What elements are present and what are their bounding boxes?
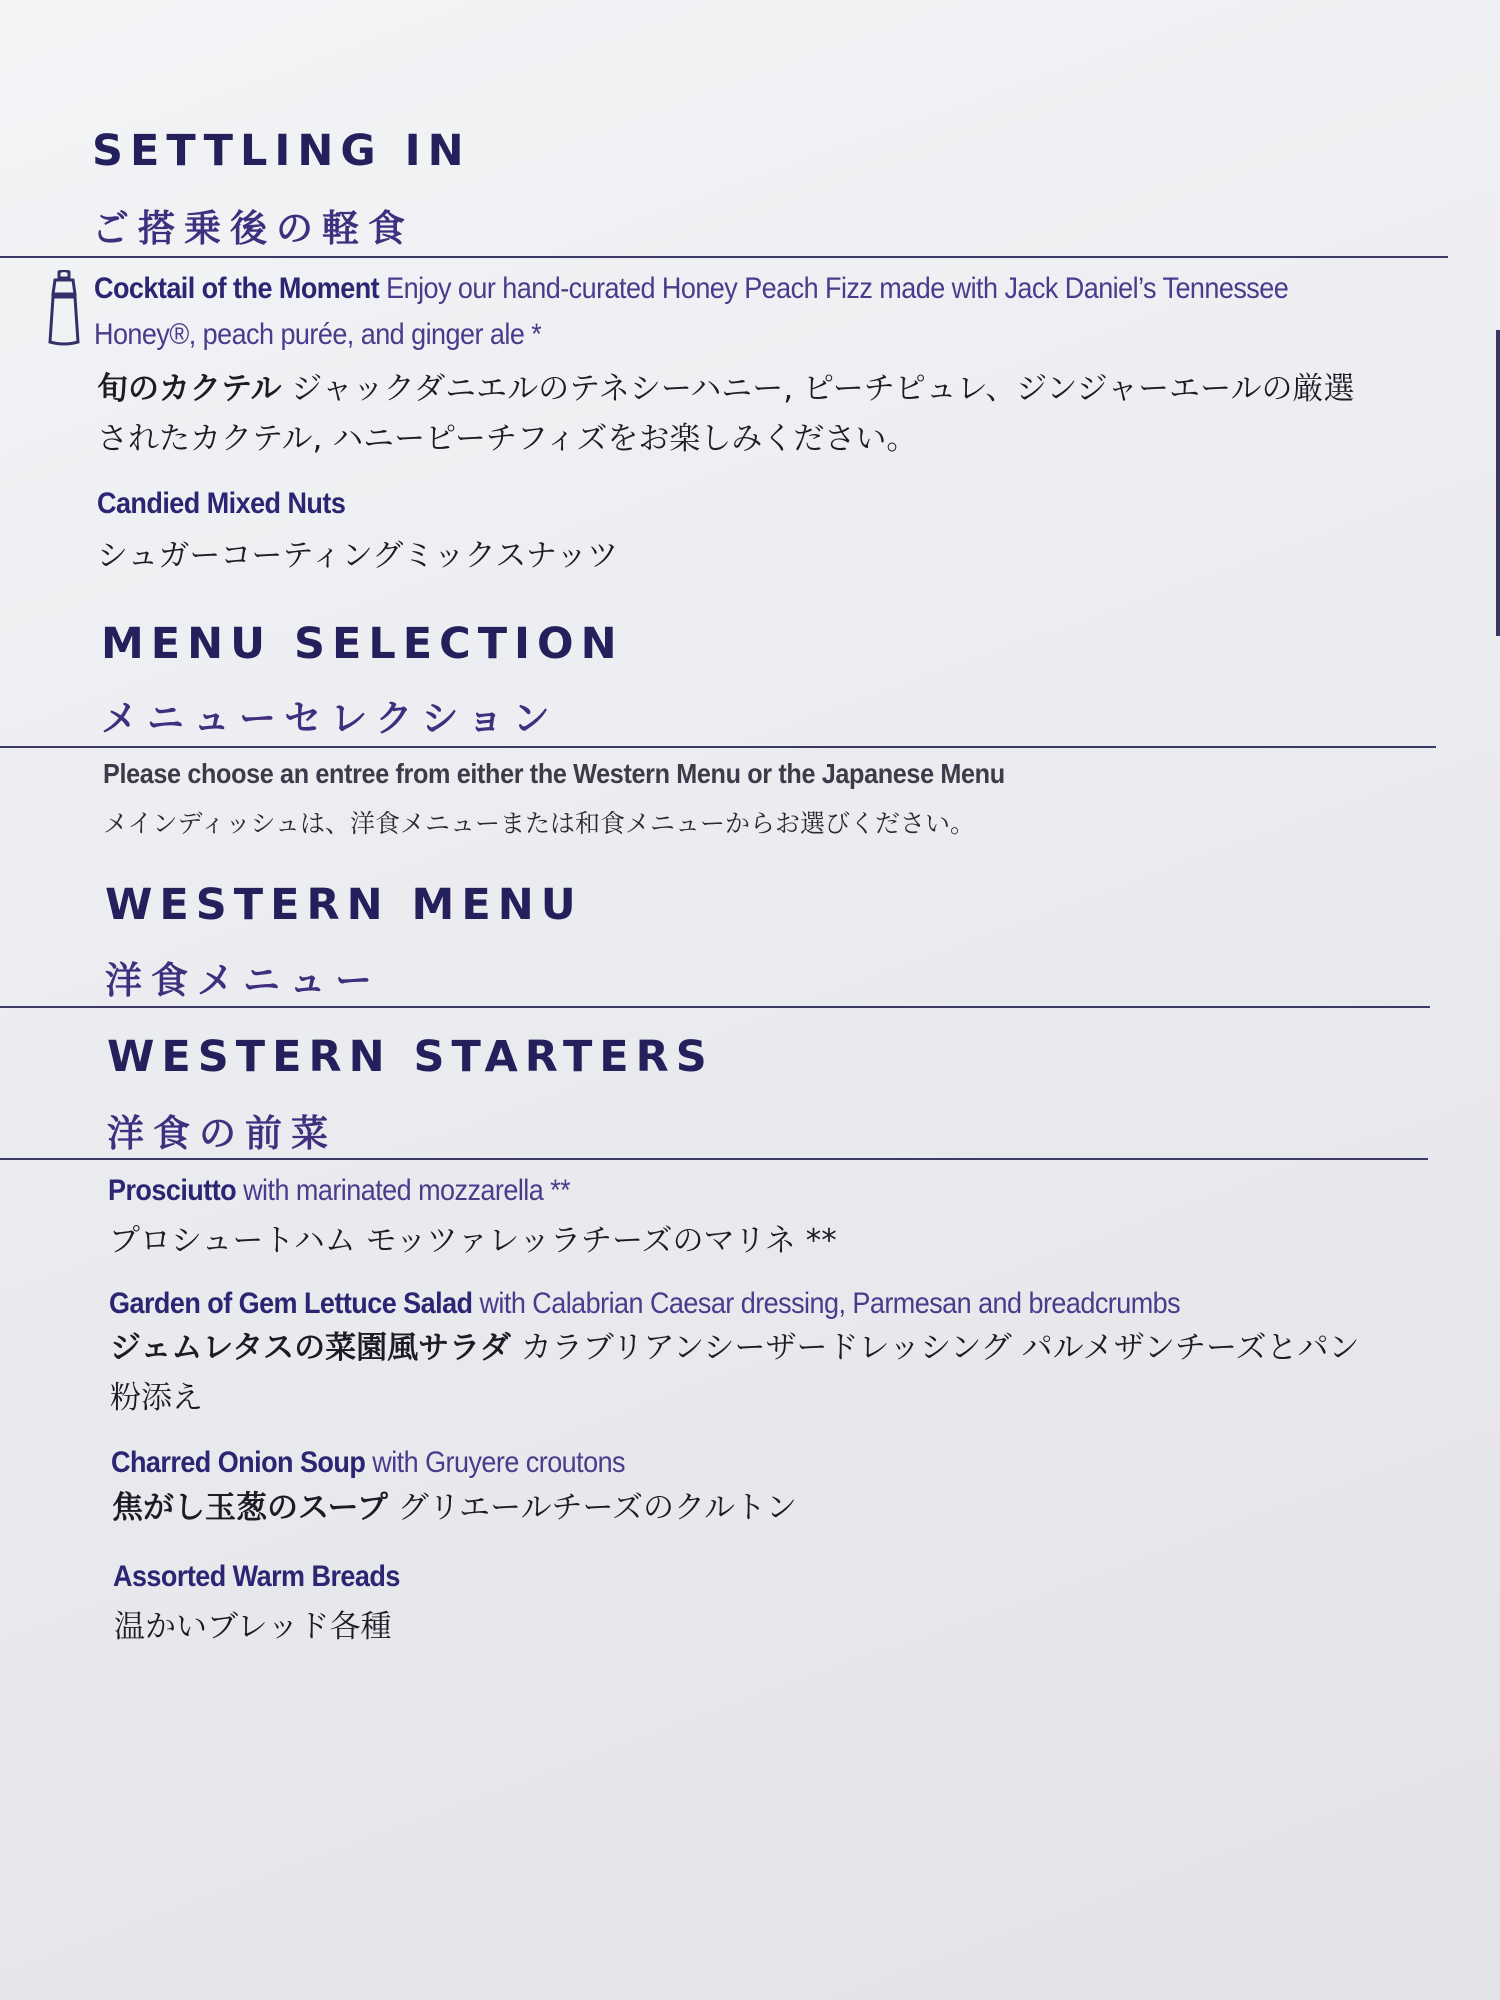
settling-in-heading: SETTLING IN xyxy=(92,126,471,176)
cocktail-desc-ja-line2: されたカクテル, ハニーピーチフィズをお楽しみください。 xyxy=(97,421,918,457)
starter-name: Assorted Warm Breads xyxy=(113,1560,400,1593)
starter-name: Prosciutto xyxy=(108,1174,237,1207)
menu-selection-heading-ja: メニューセレクション xyxy=(101,697,559,740)
starter-item xyxy=(108,1168,570,1214)
western-starters-heading: WESTERN STARTERS xyxy=(107,1032,714,1082)
starter-desc: with Calabrian Caesar dressing, Parmesan and breadcrumbs xyxy=(472,1287,1181,1320)
nuts-item-ja xyxy=(97,531,618,581)
menu-selection-divider xyxy=(0,746,1436,748)
starter-desc-ja: カラブリアンシーザードレッシング パルメザンチーズとパン xyxy=(510,1330,1360,1366)
cocktail-description xyxy=(94,266,1288,358)
starter-item-ja xyxy=(114,1602,391,1652)
starter-item-ja xyxy=(112,1483,797,1533)
starter-item xyxy=(113,1554,400,1600)
cocktail-name: Cocktail of the Moment xyxy=(94,272,380,305)
menu-selection-heading: MENU SELECTION xyxy=(101,619,624,669)
starter-desc-ja-line2: 粉添え xyxy=(110,1380,203,1416)
settling-in-heading-ja: ご搭乗後の軽食 xyxy=(92,207,414,250)
settling-in-divider xyxy=(0,256,1448,258)
starter-name: Charred Onion Soup xyxy=(111,1446,366,1479)
starter-item xyxy=(111,1440,625,1486)
nuts-item xyxy=(97,481,345,527)
western-menu-divider xyxy=(0,1006,1430,1008)
starter-item-ja xyxy=(110,1323,1360,1423)
cocktail-desc-line2: Honey®, peach purée, and ginger ale * xyxy=(94,318,542,351)
western-menu-heading: WESTERN MENU xyxy=(105,880,583,930)
page-edge-mark xyxy=(1496,330,1500,636)
entree-choice-note-ja: メインディッシュは、洋食メニューまたは和食メニューからお選びください。 xyxy=(103,809,976,838)
starter-desc-ja: グリエールチーズのクルトン xyxy=(387,1490,798,1526)
cocktail-name-ja: 旬のカクテル xyxy=(97,371,282,407)
starter-desc-ja: プロシュートハム モッツァレッラチーズのマリネ ** xyxy=(109,1223,837,1259)
cocktail-desc-ja-line1: ジャックダニエルのテネシーハニー, ピーチピュレ、ジンジャーエールの厳選 xyxy=(291,371,1355,407)
cocktail-shaker-icon xyxy=(46,270,82,346)
starter-desc-ja: 温かいブレッド各種 xyxy=(114,1609,392,1645)
western-starters-divider xyxy=(0,1158,1428,1160)
cocktail-desc-line1: Enjoy our hand-curated Honey Peach Fizz made with Jack Daniel’s Tennessee xyxy=(386,272,1289,305)
starter-name-ja: ジェムレタスの菜園風サラダ xyxy=(110,1330,511,1366)
nuts-name: Candied Mixed Nuts xyxy=(97,487,346,520)
entree-choice-note: Please choose an entree from either the Western Menu or the Japanese Menu xyxy=(103,758,1005,789)
western-starters-heading-ja: 洋食の前菜 xyxy=(107,1112,337,1155)
cocktail-description-ja xyxy=(97,364,1354,464)
starter-item-ja xyxy=(109,1216,837,1266)
starter-desc: with Gruyere croutons xyxy=(365,1446,626,1479)
starter-name: Garden of Gem Lettuce Salad xyxy=(109,1287,473,1320)
starter-desc: with marinated mozzarella ** xyxy=(236,1174,571,1207)
western-menu-heading-ja: 洋食メニュー xyxy=(105,959,381,1002)
nuts-name-ja: シュガーコーティングミックスナッツ xyxy=(97,538,619,574)
starter-item xyxy=(109,1281,1180,1327)
starter-name-ja: 焦がし玉葱のスープ xyxy=(112,1490,388,1526)
